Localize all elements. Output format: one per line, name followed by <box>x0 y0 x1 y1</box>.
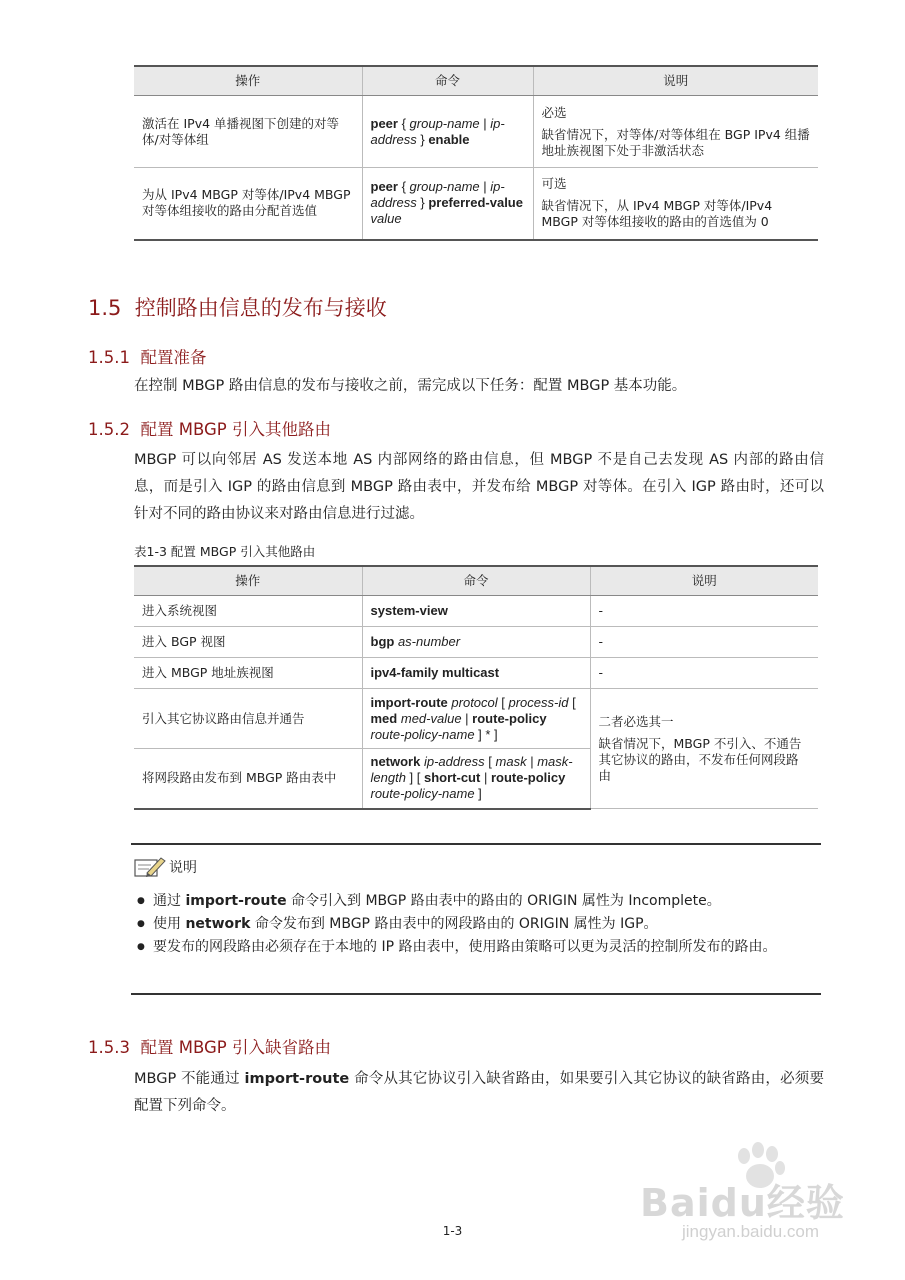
list-item: ● 要发布的网段路由必须存在于本地的 IP 路由表中，使用路由策略可以更为灵活的控制所发布的路由。 <box>135 936 819 959</box>
list-item: ● 通过 import-route 命令引入到 MBGP 路由表中的路由的 ORIGIN 属性为 Incomplete。 <box>135 890 819 913</box>
section-title: 配置准备 <box>140 348 207 367</box>
section-number: 1.5 <box>88 296 122 320</box>
default-text: 缺省情况下，从 IPv4 MBGP 对等体/IPv4 MBGP 对等体组接收的路由的首选值为 0 <box>541 198 773 230</box>
operation-cell: 为从 IPv4 MBGP 对等体/IPv4 MBGP 对等体组接收的路由分配首选值 <box>134 168 362 240</box>
default-text: 缺省情况下，对等体/对等体组在 BGP IPv4 组播地址族视图下处于非激活状态 <box>541 126 810 158</box>
note-title: 说明 <box>169 860 197 876</box>
description-cell: - <box>590 596 818 627</box>
description-cell <box>533 96 818 168</box>
requirement-text: 可选 <box>541 176 567 192</box>
table-row <box>134 627 818 658</box>
table-row <box>134 596 818 627</box>
operation-cell: 进入系统视图 <box>134 596 362 627</box>
operation-cell: 进入 MBGP 地址族视图 <box>134 658 362 689</box>
operation-cell: 激活在 IPv4 单播视图下创建的对等体/对等体组 <box>134 96 362 168</box>
header-command: 命令 <box>362 66 533 96</box>
page-number: 1-3 <box>442 1224 463 1238</box>
table-peer-commands <box>134 65 818 241</box>
table-row <box>134 689 818 749</box>
section-heading-1-5-1 <box>88 344 206 368</box>
description-cell <box>533 168 818 240</box>
requirement-text: 二者必选其一 <box>598 713 674 729</box>
header-operation: 操作 <box>134 566 362 596</box>
section-heading-1-5-2 <box>88 416 331 440</box>
table-import-routes <box>134 565 818 810</box>
section-title: 配置 MBGP 引入缺省路由 <box>140 1038 331 1057</box>
operation-cell: 将网段路由发布到 MBGP 路由表中 <box>134 749 362 809</box>
section-title: 控制路由信息的发布与接收 <box>134 296 387 320</box>
command-cell: import-route protocol [ process-id [ med med-value | route-policy route-policy-name ] * ] <box>362 689 590 749</box>
watermark-url: jingyan.baidu.com <box>682 1222 820 1241</box>
command-cell: ipv4-family multicast <box>362 658 590 689</box>
note-pencil-icon <box>133 855 167 879</box>
section-number: 1.5.1 <box>88 348 130 367</box>
operation-cell: 进入 BGP 视图 <box>134 627 362 658</box>
note-list <box>135 890 819 959</box>
paragraph-default-route: MBGP 不能通过 import-route 命令从其它协议引入缺省路由，如果要引入其它协议的缺省路由，必须要配置下列命令。 <box>134 1071 824 1114</box>
table-row <box>134 96 818 168</box>
note-box <box>131 843 821 995</box>
paragraph-import-routes: MBGP 可以向邻居 AS 发送本地 AS 内部网络的路由信息，但 MBGP 不是自己去发现 AS 内部的路由信息，而是引入 IGP 的路由信息到 MBGP 路由表中，并发布给 MBGP 对等体。在引入 IGP 路由时，还可以针对不同的路由协议来对路由信息进行过滤。 <box>134 452 824 522</box>
command-cell: bgp as-number <box>362 627 590 658</box>
default-text: 缺省情况下，MBGP 不引入、不通告其它协议的路由，不发布任何网段路由 <box>598 735 802 783</box>
merged-description-cell <box>590 689 818 809</box>
section-heading-1-5-3 <box>88 1034 331 1058</box>
table-caption: 表1-3 配置 MBGP 引入其他路由 <box>134 544 316 559</box>
header-description: 说明 <box>533 66 818 96</box>
operation-cell: 引入其它协议路由信息并通告 <box>134 689 362 749</box>
section-number: 1.5.3 <box>88 1038 130 1057</box>
watermark-logo: Baidu经验 <box>640 1181 845 1225</box>
list-item: ● 使用 network 命令发布到 MBGP 路由表中的网段路由的 ORIGIN 属性为 IGP。 <box>135 913 819 936</box>
paragraph-preparation: 在控制 MBGP 路由信息的发布与接收之前，需完成以下任务：配置 MBGP 基本功能。 <box>134 378 687 394</box>
note-header <box>133 855 197 879</box>
section-title: 配置 MBGP 引入其他路由 <box>140 420 331 439</box>
command-cell: network ip-address [ mask | mask-length ] [ short-cut | route-policy route-policy-name ] <box>362 749 590 809</box>
header-operation: 操作 <box>134 66 362 96</box>
requirement-text: 必选 <box>541 104 567 120</box>
description-cell: - <box>590 627 818 658</box>
command-cell: peer { group-name | ip-address } preferred-value value <box>362 168 533 240</box>
table-row <box>134 168 818 240</box>
header-command: 命令 <box>362 566 590 596</box>
section-heading-1-5 <box>88 292 387 322</box>
header-description: 说明 <box>590 566 818 596</box>
command-cell: peer { group-name | ip-address } enable <box>362 96 533 168</box>
description-cell: - <box>590 658 818 689</box>
command-cell: system-view <box>362 596 590 627</box>
table-row <box>134 658 818 689</box>
section-number: 1.5.2 <box>88 420 130 439</box>
